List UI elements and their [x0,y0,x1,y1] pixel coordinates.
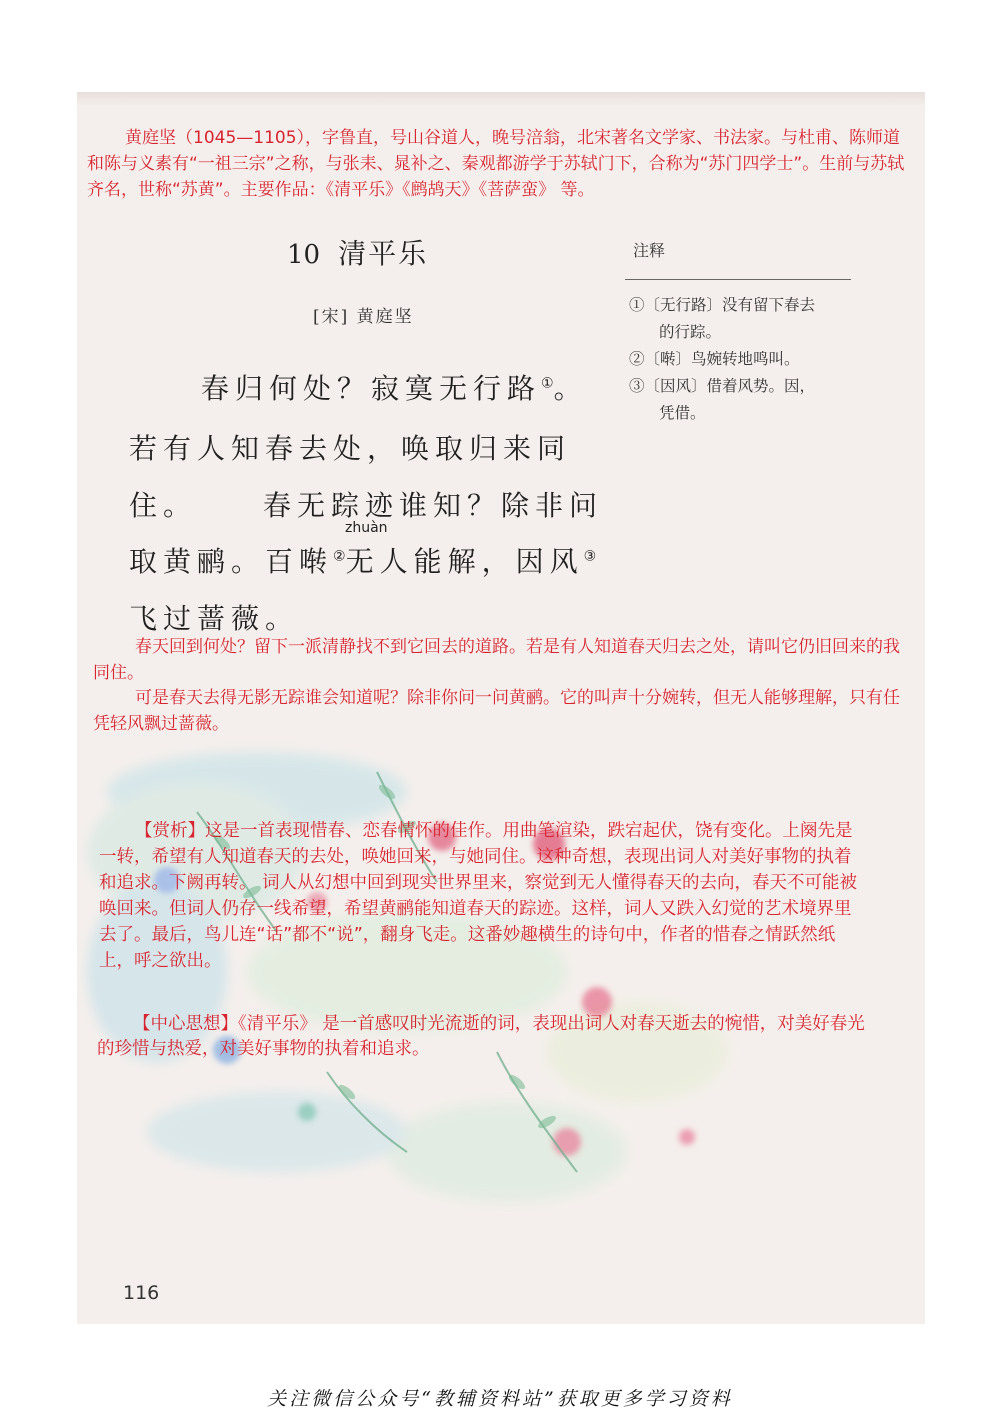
note-item-3 [629,373,859,427]
note-item-2 [629,346,859,373]
central-idea: 【中心思想】《清平乐》 是一首感叹时光流逝的词，表现出词人对春天逝去的惋惜，对美好春光的珍惜与热爱，对美好事物的执着和追求。 [97,1014,865,1059]
poem-line-3-first: 住。 [129,489,198,522]
poem-author: [宋] 黄庭坚 [313,307,414,327]
note-1-line-2: 的行踪。 [659,323,722,341]
poem-line-4-first: 取黄鹂。百啭 [129,545,334,578]
translation-paragraph-1: 春天回到何处？留下一派清静找不到它回去的道路。若是有人知道春天归去之处，请叫它仍旧回来的我同住。 [93,637,900,683]
poem-line-4-second: 无人能解，因风 [345,545,584,578]
poem-line-1-text: 春归何处？寂寞无行路 [201,372,542,405]
lesson-title: 清平乐 [338,237,429,270]
note-3-line-2: 凭借。 [659,404,706,422]
author-biography: 黄庭坚（1045—1105），字鲁直，号山谷道人，晚号涪翁，北宋著名文学家、书法家。与杜甫、陈师道和陈与义素有“一祖三宗”之称，与张耒、晁补之、秦观都游学于苏轼门下，合称为“苏门四学士”。生前与苏轼齐名，世称“苏黄”。主要作品：《清平乐》《鹧鸪天》《菩萨蛮》 等。 [87,128,905,200]
poem-line-4 [129,520,597,580]
poem-line-3-second: 春无踪迹谁知？除非问 [263,489,604,522]
note-2-line-1: ②〔啭〕鸟婉转地鸣叫。 [629,350,800,368]
footnote-marker-3: ③ [583,548,597,565]
watermark-footer: 关注微信公众号“教辅资料站”获取更多学习资料 [267,1388,733,1410]
textbook-page [77,92,925,1324]
poem-line-1-punct: 。 [553,372,588,405]
note-item-1 [629,292,859,346]
poem-line-2: 若有人知春去处，唤取归来同 [129,432,572,465]
poem-line-3 [129,484,603,524]
lesson-number: 10 [287,240,321,270]
poem-line-5: 飞过蔷薇。 [129,602,300,635]
notes-heading: 注释 [633,241,666,260]
footnote-marker-2: ② [333,548,346,565]
note-3-line-1: ③〔因风〕借着风势。因， [629,377,816,395]
poem-line-1 [201,367,588,407]
notes-divider [625,279,851,280]
footnote-marker-1: ① [541,375,554,392]
pinyin-annotation: zhuàn [345,520,388,536]
lesson-heading [287,232,428,272]
note-1-line-1: ①〔无行路〕没有留下春去 [629,296,816,314]
page-number: 116 [123,1282,160,1304]
appreciation-analysis: 【赏析】这是一首表现惜春、恋春情怀的佳作。用曲笔渲染，跌宕起伏，饶有变化。上阕先是一转，希望有人知道春天的去处，唤她回来，与她同住。这种奇想，表现出词人对美好事物的执着和追求。下阙再转。 词人从幻想中回到现实世界里来，察觉到无人懂得春天的去向，春天不可能被唤回来。但词人仍存一线希望，希望黄鹂能知道春天的踪迹。这样，词人又跌入幻觉的艺术境界里去了。最后，鸟儿连“话”都不“说”，翻身飞走。这番妙趣横生的诗句中，作者的惜春之情跃然纸上，呼之欲出。 [99,821,858,971]
translation-paragraph-2: 可是春天去得无影无踪谁会知道呢？除非你问一问黄鹂。它的叫声十分婉转，但无人能够理解，只有任凭轻风飘过蔷薇。 [93,688,900,734]
